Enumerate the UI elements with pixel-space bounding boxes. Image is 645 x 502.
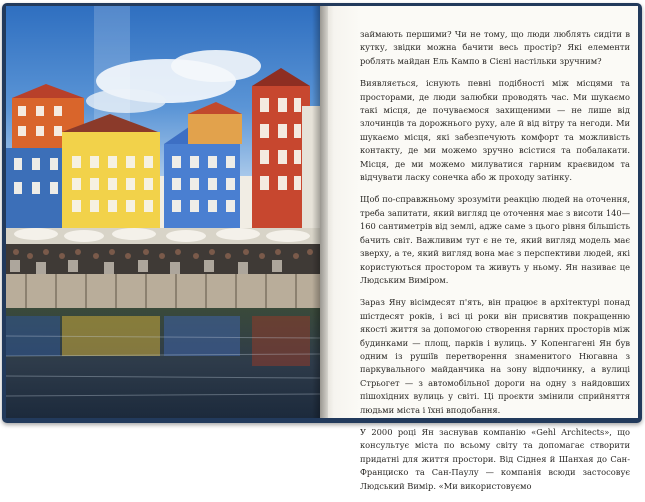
paragraph: У 2000 році Ян заснував компанію «Gehl Architects», що консультує міста по всьому світу та допомагає створити придатні для життя простори. Від Сіднея й Шанхая до Сан-Франциско та Сан-Паулу — компанія всюди застосовує Людський Вимір. «Ми використовуємо <box>360 426 630 491</box>
nyhavn-photo <box>6 6 320 418</box>
paragraph: Щоб по-справжньому зрозуміти реакцію людей на оточення, треба запитати, який вигляд це оточення має з висоти 140—160 сантиметрів від землі, адже саме з цього рівня більшість бачить світ. Важливим тут є не те, який вигляд модель має зверху, а те, який вигляд вона має з перспективи людей, які користуються простором та живуть у ньому. Ян називає це Людським Виміром. <box>360 194 630 285</box>
right-page <box>320 6 638 491</box>
paragraph: займають першими? Чи не тому, що люди люблять сидіти в кутку, звідки можна бачити весь простір? Які елементи роблять майдан Ель Кампо в Сієні настільки зручним? <box>360 29 630 66</box>
book-gutter <box>312 6 328 418</box>
body-text <box>360 28 630 502</box>
paragraph: Виявляється, існують певні подібності між місцями та просторами, де люди залюбки проводять час. Ми шукаємо такі місця, де почуваємося захищеними — не лише від злочинців та дорожнього руху, але й від вітру та негоди. Ми шукаємо місця, які забезпечують комфорт та можливість контакту, де ми можемо зручно всістися та побалакати. Місця, де ми можемо милуватися гарним краєвидом та відчувати ласку сонечка або ж проходу затінку. <box>360 78 630 183</box>
left-page <box>6 6 320 418</box>
paragraph: Зараз Яну вісімдесят п'ять, він працює в архітектурі понад шістдесят років, і всі ці роки він присвятив покращенню якості життя за допомогою створення гарних просторів між будинками — площ, парків і вулиць. У Копенгагені Ян був одним із рушіїв перетворення знаменитого Нюгавна з паркувального майданчика на зону відпочинку, а вулиці Стрьогет — з автомобільної дороги на одну з найдовших пішохідних вулиць у світі. Ці проєкти змінили сприйняття людьми міста і їхні вподобання. <box>360 297 630 415</box>
